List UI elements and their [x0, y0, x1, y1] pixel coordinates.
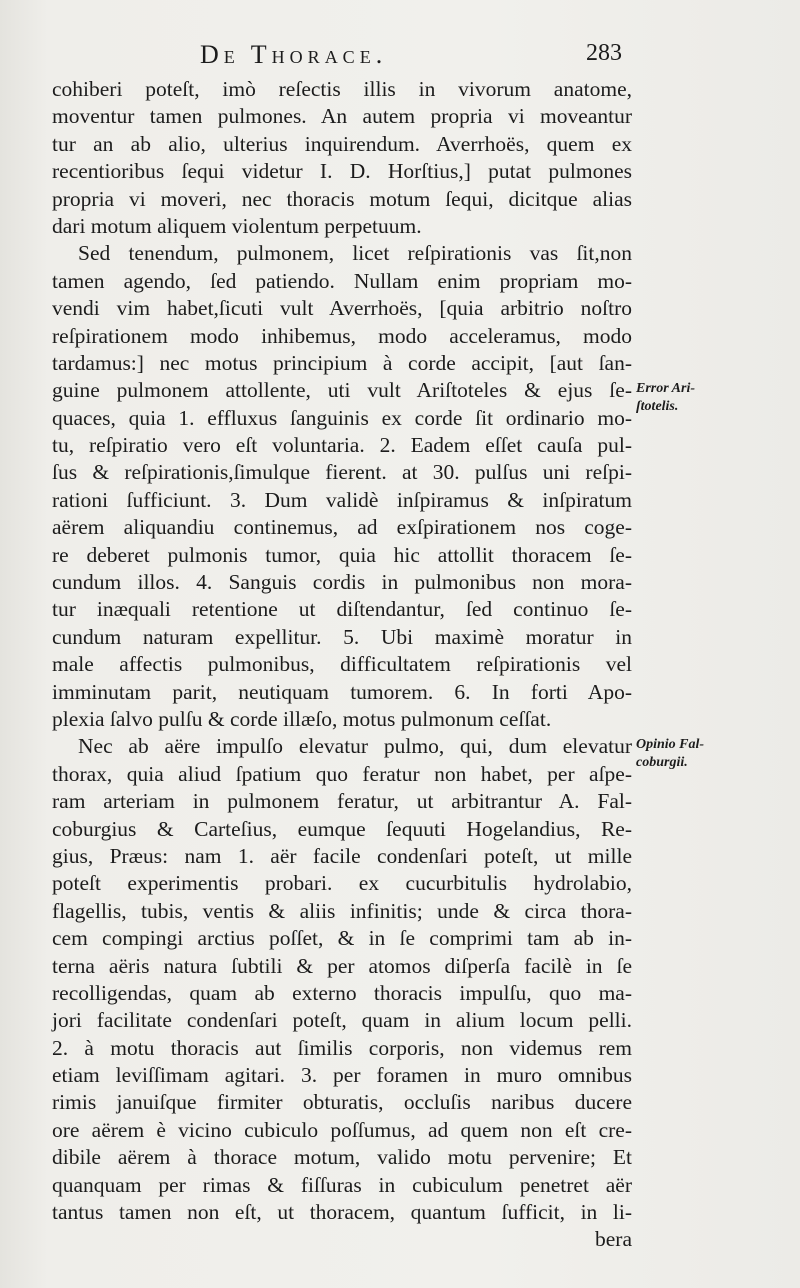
text-line: terna aëris natura ſubtili & per atomos diſperſa facilè in ſe: [52, 953, 632, 978]
catchword: bera: [595, 1227, 632, 1252]
text-line: flagellis, tubis, ventis & aliis infinitis; unde & circa thora-: [52, 898, 632, 923]
text-line: gius, Præus: nam 1. aër facile condenſari poteſt, ut mille: [52, 843, 632, 868]
margin-note-line: Opinio Fal-: [636, 737, 705, 752]
text-line: tardamus:] nec motus principium à corde accipit, [aut ſan-: [52, 350, 632, 375]
text-line: re deberet pulmonis tumor, quia hic attollit thoracem ſe-: [52, 542, 632, 567]
text-line: cundum illos. 4. Sanguis cordis in pulmonibus non mora-: [52, 570, 632, 595]
text-line: reſpirationem modo inhibemus, modo acceleramus, modo: [52, 323, 632, 348]
running-head: De Thorace.: [200, 40, 388, 69]
text-line: ram arteriam in pulmonem feratur, ut arbitrantur A. Fal-: [52, 789, 632, 814]
text-line: vendi vim habet,ſicuti vult Averrhoës, [quia arbitrio noſtro: [52, 296, 632, 321]
text-line: tantus tamen non eſt, ut thoracem, quantum ſufficit, in li-: [52, 1200, 632, 1225]
text-line: dibile aërem à thorace motum, valido motu pervenire; Et: [52, 1145, 632, 1170]
text-line: Nec ab aëre impulſo elevatur pulmo, qui, dum elevatur: [78, 734, 632, 759]
text-line: male affectis pulmonibus, difficultatem reſpirationis vel: [52, 652, 632, 677]
text-line: quaces, quia 1. effluxus ſanguinis ex corde ſit ordinario mo-: [52, 405, 632, 430]
text-line: 2. à motu thoracis aut ſimilis corporis, non videmus rem: [52, 1035, 632, 1060]
text-line: cundum naturam expellitur. 5. Ubi maximè moratur in: [52, 624, 632, 649]
text-line: Sed tenendum, pulmonem, licet reſpirationis vas ſit,non: [78, 241, 632, 266]
text-line: rationi ſufficiunt. 3. Dum validè inſpiramus & inſpiratum: [52, 487, 632, 512]
margin-note-line: ſtotelis.: [636, 399, 679, 414]
text-line: propria vi moveri, nec thoracis motum ſequi, dicitque alias: [52, 186, 632, 211]
text-line: tamen agendo, ſed patiendo. Nullam enim propriam mo-: [52, 268, 632, 293]
text-line: ſus & reſpirationis,ſimulque fierent. at 30. pulſus uni reſpi-: [52, 460, 632, 485]
text-line: cohiberi poteſt, imò reſectis illis in vivorum anatome,: [52, 77, 632, 101]
margin-note-error-aristotelis: [636, 380, 695, 416]
margin-note-line: Error Ari-: [636, 381, 696, 396]
text-line: imminutam parit, neutiquam tumorem. 6. In forti Apo-: [52, 679, 632, 704]
text-line: poteſt experimentis probari. ex cucurbitulis hydrolabio,: [52, 871, 632, 896]
text-line: coburgius & Carteſius, eumque ſequuti Hogelandius, Re-: [52, 816, 632, 841]
text-line: quanquam per rimas & fiſſuras in cubiculum penetret aër: [52, 1172, 632, 1197]
text-line: dari motum aliquem violentum perpetuum.: [52, 213, 422, 238]
margin-note-opinio-falcoburgii: [636, 736, 704, 772]
page-header: [0, 40, 800, 74]
text-line: thorax, quia aliud ſpatium quo feratur non habet, per aſpe-: [52, 761, 632, 786]
margin-note-line: coburgii.: [636, 755, 688, 770]
text-line: tur an ab alio, ulterius inquirendum. Averrhoës, quem ex: [52, 131, 632, 156]
text-line: recolligendas, quam ab externo thoracis impulſu, quo ma-: [52, 980, 632, 1005]
text-line: cem compingi arctius poſſet, & in ſe comprimi tam ab in-: [52, 926, 632, 951]
text-line: plexia ſalvo pulſu & corde illæſo, motus pulmonum ceſſat.: [52, 706, 552, 731]
text-line: rimis januiſque firmiter obturatis, occluſis naribus ducere: [52, 1090, 632, 1115]
text-line: ore aërem è vicino cubiculo poſſumus, ad quem non eſt cre-: [52, 1117, 632, 1142]
page-number: 283: [586, 40, 622, 66]
text-line: jori facilitate condenſari poteſt, quam in alium locum pelli.: [52, 1008, 632, 1033]
text-line: tur inæquali retentione ut diſtendantur, ſed continuo ſe-: [52, 597, 632, 622]
text-line: recentioribus ſequi videtur I. D. Horſtius,] putat pulmones: [52, 159, 632, 184]
text-line: aërem aliquandiu continemus, ad exſpirationem nos coge-: [52, 515, 632, 540]
text-line: etiam leviſſimam agitari. 3. per foramen in muro omnibus: [52, 1063, 632, 1088]
text-line: moventur tamen pulmones. An autem propria vi moveantur: [52, 104, 632, 129]
body-text: [52, 76, 632, 1254]
text-line: tu, reſpiratio vero eſt voluntaria. 2. Eadem eſſet cauſa pul-: [52, 433, 632, 458]
text-line: guine pulmonem attollente, uti vult Ariſtoteles & ejus ſe-: [52, 378, 632, 403]
